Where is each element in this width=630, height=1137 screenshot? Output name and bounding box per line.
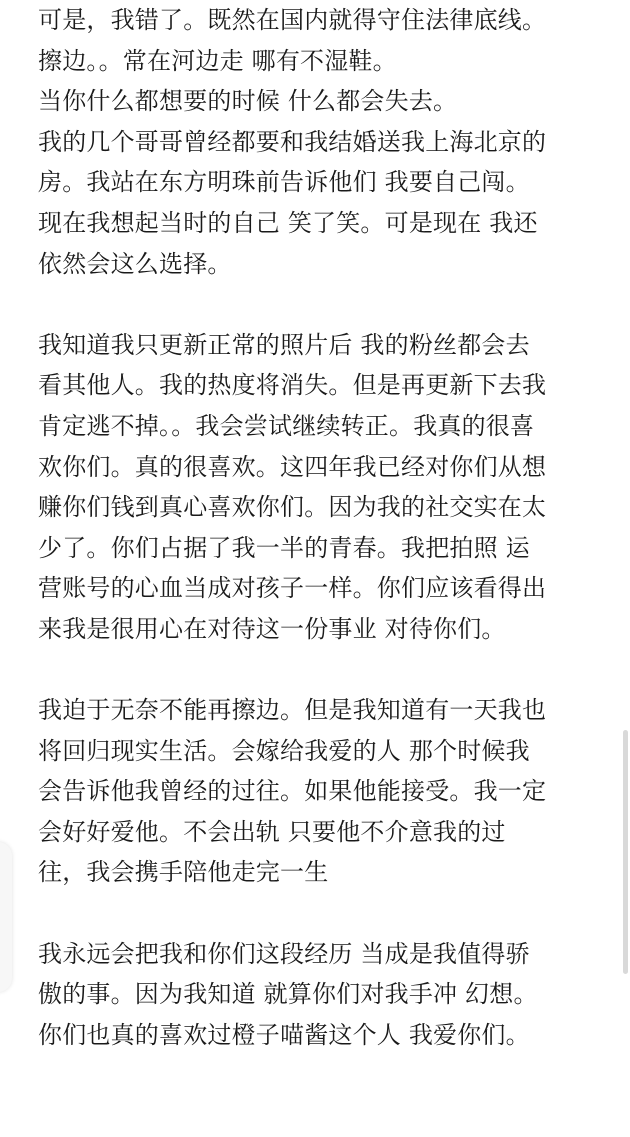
- text-line: 我的几个哥哥曾经都要和我结婚送我上海北京的: [38, 127, 547, 156]
- text-line: 我知道我只更新正常的照片后 我的粉丝都会去: [38, 330, 530, 359]
- text-line: 依然会这么选择。: [38, 249, 232, 278]
- paragraph-gap: [38, 893, 598, 934]
- text-line: 你们也真的喜欢过橙子喵酱这个人 我爱你们。: [38, 1020, 530, 1049]
- text-line: 少了。你们占据了我一半的青春。我把拍照 运: [38, 533, 530, 562]
- text-line: 营账号的心血当成对孩子一样。你们应该看得出: [38, 574, 547, 603]
- paragraph-gap: [38, 650, 598, 691]
- text-line: 当你什么都想要的时候 什么都会失去。: [38, 87, 458, 116]
- text-line: 可是，我错了。既然在国内就得守住法律底线。: [38, 6, 547, 34]
- text-line: 来我是很用心在对待这一份事业 对待你们。: [38, 614, 506, 643]
- floating-edge-handle[interactable]: [0, 842, 12, 992]
- text-line: 往，我会携手陪他走完一生: [38, 858, 329, 887]
- text-line: 肯定逃不掉。。我会尝试继续转正。我真的很喜: [38, 411, 535, 440]
- post-body: [38, 0, 598, 1055]
- text-line: 看其他人。我的热度将消失。但是再更新下去我: [38, 371, 547, 400]
- text-line: 我迫于无奈不能再擦边。但是我知道有一天我也: [38, 696, 547, 725]
- text-line: 傲的事。因为我知道 就算你们对我手冲 幻想。: [38, 980, 538, 1009]
- text-line: 我永远会把我和你们这段经历 当成是我值得骄: [38, 939, 530, 968]
- text-line: 会告诉他我曾经的过往。如果他能接受。我一定: [38, 777, 547, 806]
- paragraph-gap: [38, 284, 598, 325]
- text-line: 房。我站在东方明珠前告诉他们 我要自己闯。: [38, 168, 530, 197]
- scrollbar[interactable]: [623, 730, 628, 974]
- text-line: 擦边。。常在河边走 哪有不湿鞋。: [38, 46, 397, 75]
- text-line: 现在我想起当时的自己 笑了笑。可是现在 我还: [38, 208, 538, 237]
- text-line: 赚你们钱到真心喜欢你们。因为我的社交实在太: [38, 493, 547, 522]
- text-line: 会好好爱他。不会出轨 只要他不介意我的过: [38, 817, 506, 846]
- text-line: 将回归现实生活。会嫁给我爱的人 那个时候我: [38, 736, 530, 765]
- text-line: 欢你们。真的很喜欢。这四年我已经对你们从想: [38, 452, 547, 481]
